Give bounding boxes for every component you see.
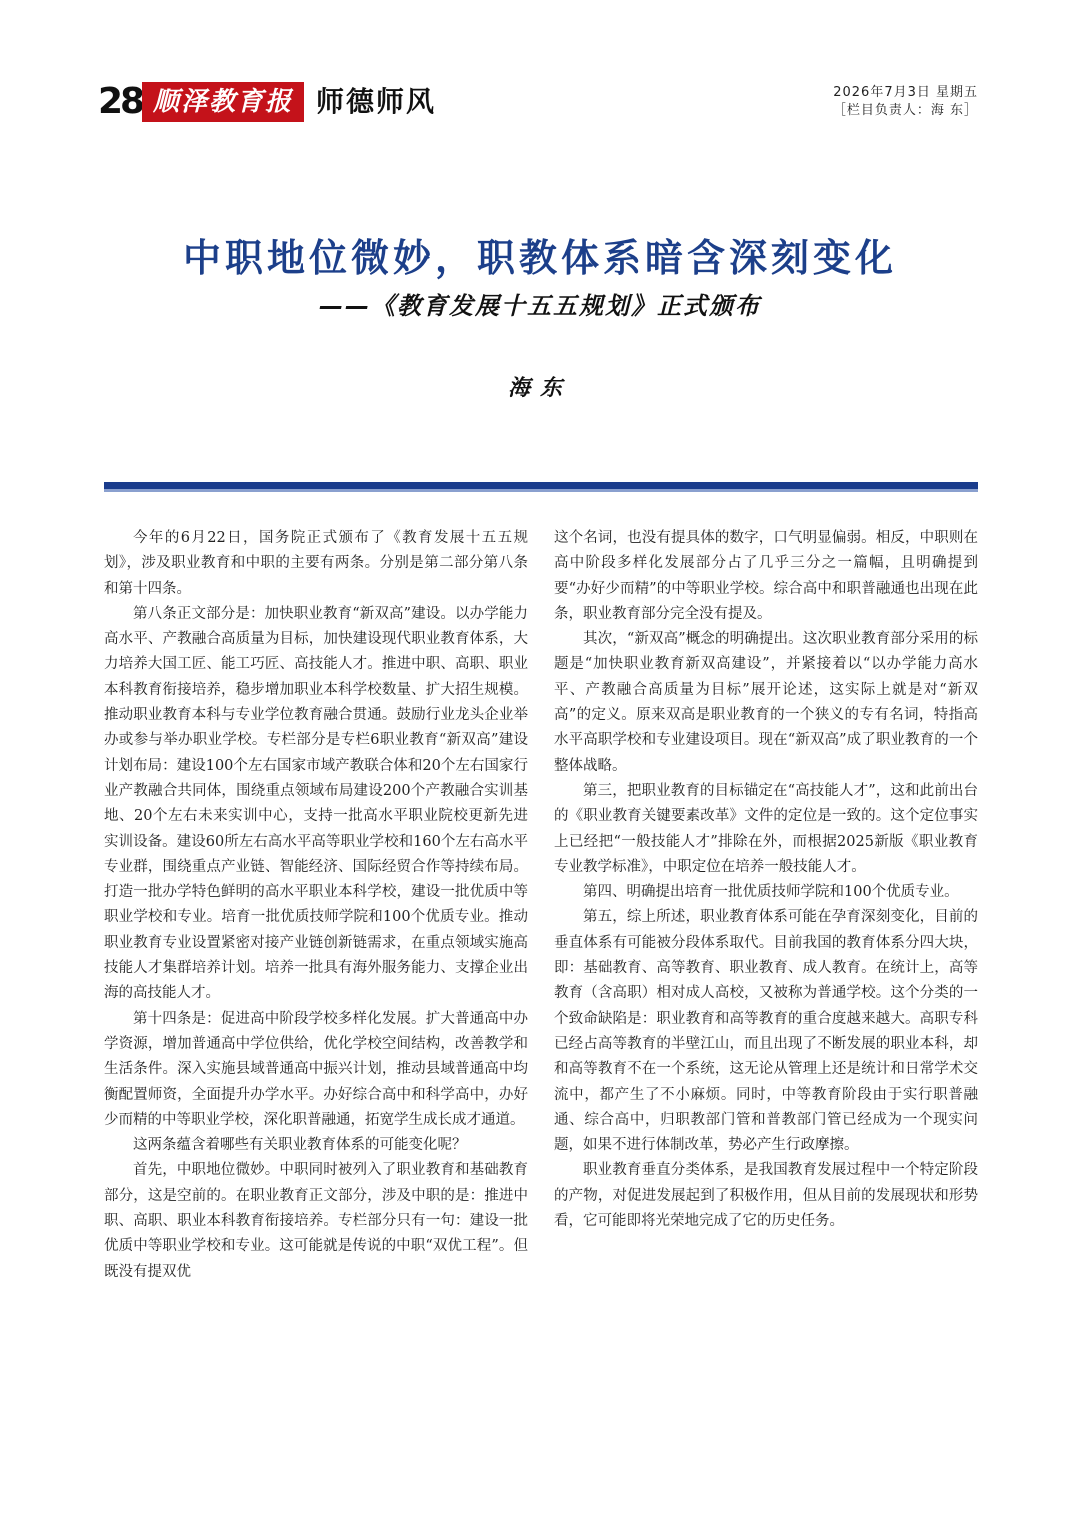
paragraph: 这两条蕴含着哪些有关职业教育体系的可能变化呢？ xyxy=(133,1137,467,1154)
paragraph: 第四、明确提出培育一批优质技师学院和100个优质专业。 xyxy=(583,884,959,901)
paragraph: 第十四条是：促进高中阶段学校多样化发展。扩大普通高中办学资源，增加普通高中学位供给，优化学校空间结构，改善教学和生活条件。深入实施县域普通高中振兴计划，推动县域普通高中均衡配置师资，全面提升办学水平。办好综合高中和科学高中，办好少而精的中等职业学校，深化职普融通，拓宽学生成长成才通道。 xyxy=(104,1010,528,1128)
paragraph: 其次，“新双高”概念的明确提出。这次职业教育部分采用的标题是“加快职业教育新双高建设”，并紧接着以“以办学能力高水平、产教融合高质量为目标”展开论述，这实际上就是对“新双高”的定义。原来双高是职业教育的一个狭义的专有名词，特指高水平高职学校和专业建设项目。现在“新双高”成了职业教育的一个整体战略。 xyxy=(554,631,978,774)
page-number: 28 xyxy=(98,81,143,122)
paragraph: 第三，把职业教育的目标锚定在“高技能人才”，这和此前出台的《职业教育关键要素改革》文件的定位是一致的。这个定位事实上已经把“一般技能人才”排除在外，而根据2025新版《职业教育专业教学标准》，中职定位在培养一般技能人才。 xyxy=(554,782,978,875)
issue-info xyxy=(833,84,978,120)
paragraph-continued: 这个名词，也没有提具体的数字，口气明显偏弱。相反，中职则在高中阶段多样化发展部分占了几乎三分之一篇幅，且明确提到要“办好少而精”的中等职业学校。综合高中和职普融通也出现在此条，职业教育部分完全没有提及。 xyxy=(554,530,978,622)
column-editor: ［栏目负责人：海 东］ xyxy=(832,103,978,118)
article-column-right xyxy=(554,526,978,1234)
section-title: 师德师风 xyxy=(316,85,437,118)
article-title: 中职地位微妙，职教体系暗含深刻变化 xyxy=(182,236,897,280)
title-divider xyxy=(104,482,978,489)
newspaper-logo: 顺泽教育报 xyxy=(142,82,304,122)
paragraph: 第五，综上所述，职业教育体系可能在孕育深刻变化，目前的垂直体系有可能被分段体系取代。目前我国的教育体系分四大块，即：基础教育、高等教育、职业教育、成人教育。在统计上，高等教育（含高职）相对成人高校，又被称为普通学校。这个分类的一个致命缺陷是：职业教育和高等教育的重合度越来越大。高职专科已经占高等教育的半壁江山，而且出现了不断发展的职业本科，却和高等教育不在一个系统，这无论从管理上还是统计和日常学术交流中，都产生了不小麻烦。同时，中等教育阶段由于实行职普融通、综合高中，归职教部门管和普教部门管已经成为一个现实问题，如果不进行体制改革，势必产生行政摩擦。 xyxy=(554,909,978,1154)
paragraph: 首先，中职地位微妙。中职同时被列入了职业教育和基础教育部分，这是空前的。在职业教育正文部分，涉及中职的是：推进中职、高职、职业本科教育衔接培养。专栏部分只有一句：建设一批优质中等职业学校和专业。这可能就是传说的中职“双优工程”。但既没有提双优 xyxy=(104,1162,528,1280)
paragraph: 第八条正文部分是：加快职业教育“新双高”建设。以办学能力高水平、产教融合高质量为目标，加快建设现代职业教育体系，大力培养大国工匠、能工巧匠、高技能人才。推进中职、高职、职业本科教育衔接培养，稳步增加职业本科学校数量、扩大招生规模。推动职业教育本科与专业学位教育融合贯通。鼓励行业龙头企业举办或参与举办职业学校。专栏部分是专栏6职业教育“新双高”建设计划布局：建设100个左右国家市域产教联合体和20个左右国家行业产教融合共同体，围绕重点领域布局建设200个产教融合实训基地、20个左右未来实训中心，支持一批高水平职业院校更新先进实训设备。建设60所左右高水平高等职业学校和160个左右高水平专业群，围绕重点产业链、智能经济、国际经贸合作等持续布局。打造一批办学特色鲜明的高水平职业本科学校，建设一批优质中等职业学校和专业。培育一批优质技师学院和100个优质专业。推动职业教育专业设置紧密对接产业链创新链需求，在重点领域实施高技能人才集群培养计划。培养一批具有海外服务能力、支撑企业出海的高技能人才。 xyxy=(104,605,528,1002)
article-subtitle: ——《教育发展十五五规划》正式颁布 xyxy=(319,292,761,320)
masthead xyxy=(98,78,978,126)
issue-date: 2026年7月3日 星期五 xyxy=(833,85,978,100)
article-column-left xyxy=(104,526,528,1285)
paragraph: 今年的6月22日，国务院正式颁布了《教育发展十五五规划》，涉及职业教育和中职的主要有两条。分别是第二部分第八条和第十四条。 xyxy=(104,530,528,597)
paragraph: 职业教育垂直分类体系，是我国教育发展过程中一个特定阶段的产物，对促进发展起到了积极作用，但从目前的发展现状和形势看，它可能即将光荣地完成了它的历史任务。 xyxy=(554,1162,978,1230)
article-author: 海东 xyxy=(507,376,572,401)
